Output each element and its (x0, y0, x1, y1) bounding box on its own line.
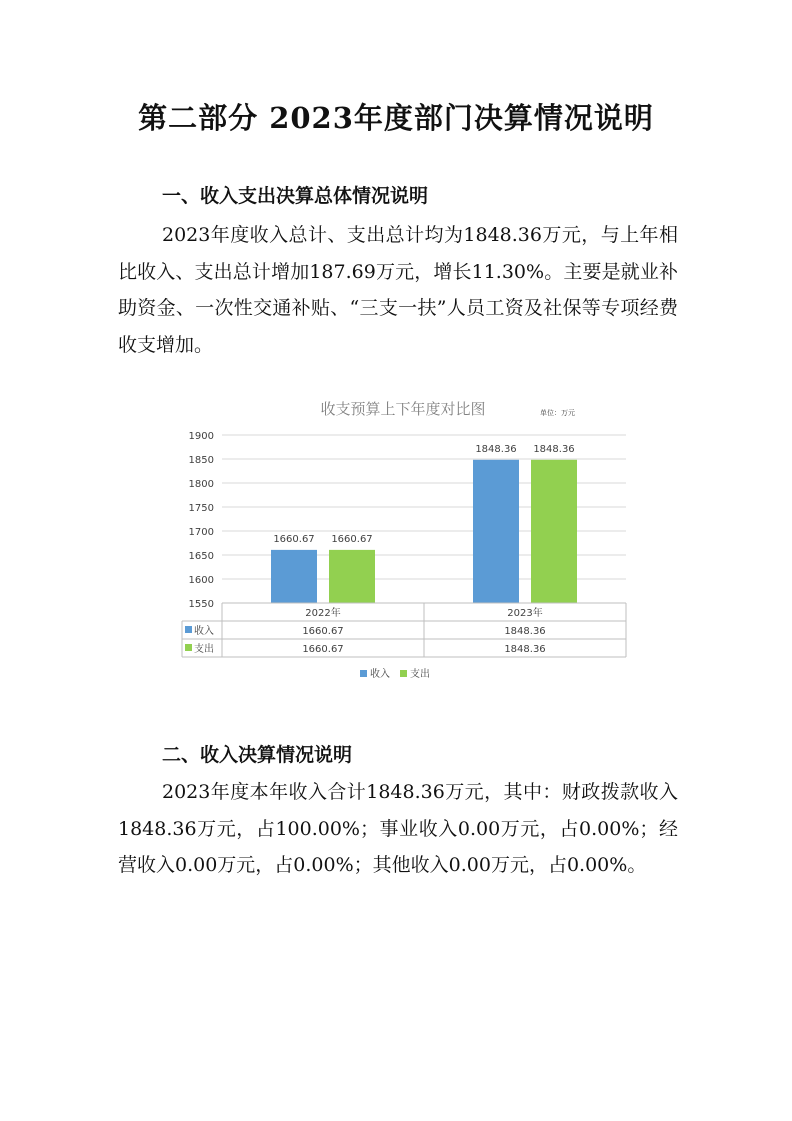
legend-label: 支出 (410, 669, 430, 680)
legend-label: 收入 (370, 669, 390, 680)
data-label: 1660.67 (331, 533, 373, 545)
bar-expense (531, 460, 577, 603)
section1-heading: 一、收入支出决算总体情况说明 (162, 185, 429, 207)
chart-unit-label: 单位：万元 (540, 409, 575, 417)
table-cell: 1848.36 (504, 644, 546, 655)
table-legend-key (185, 626, 192, 633)
y-tick-label: 1750 (188, 503, 214, 514)
table-cell: 1848.36 (504, 626, 546, 637)
legend-key (400, 670, 407, 677)
legend-key (360, 670, 367, 677)
comparison-chart (160, 390, 640, 690)
page-title: 第二部分 2023年度部门决算情况说明 (138, 101, 654, 135)
section2-heading: 二、收入决算情况说明 (162, 744, 353, 766)
chart-svg (160, 390, 640, 690)
y-tick-label: 1700 (188, 527, 214, 538)
data-label: 1848.36 (533, 443, 575, 455)
section1-paragraph: 2023年度收入总计、支出总计均为1848.36万元，与上年相比收入、支出总计增加187.69万元，增长11.30%。主要是就业补助资金、一次性交通补贴、“三支一扶”人员工资及社保等专项经费收支增加。 (118, 224, 678, 356)
table-legend-key (185, 644, 192, 651)
table-cell: 1660.67 (302, 644, 344, 655)
y-tick-label: 1650 (188, 551, 214, 562)
y-tick-label: 1850 (188, 455, 214, 466)
y-tick-label: 1600 (188, 575, 214, 586)
table-row-label: 支出 (194, 644, 214, 655)
data-label: 1660.67 (273, 533, 315, 545)
table-row-label: 收入 (194, 626, 214, 637)
data-label: 1848.36 (475, 443, 517, 455)
chart-title: 收支预算上下年度对比图 (320, 400, 486, 418)
y-tick-label: 1900 (188, 431, 214, 442)
bar-expense (329, 550, 375, 603)
x-category-label: 2022年 (305, 608, 341, 619)
section2-paragraph: 2023年度本年收入合计1848.36万元，其中：财政拨款收入1848.36万元，占100.00%；事业收入0.00万元，占0.00%；经营收入0.00万元，占0.00%；其他收入0.00万元，占0.00%。 (118, 781, 678, 876)
y-tick-label: 1550 (188, 599, 214, 610)
bar-income (271, 550, 317, 603)
y-tick-label: 1800 (188, 479, 214, 490)
bar-income (473, 460, 519, 603)
table-cell: 1660.67 (302, 626, 344, 637)
x-category-label: 2023年 (507, 608, 543, 619)
